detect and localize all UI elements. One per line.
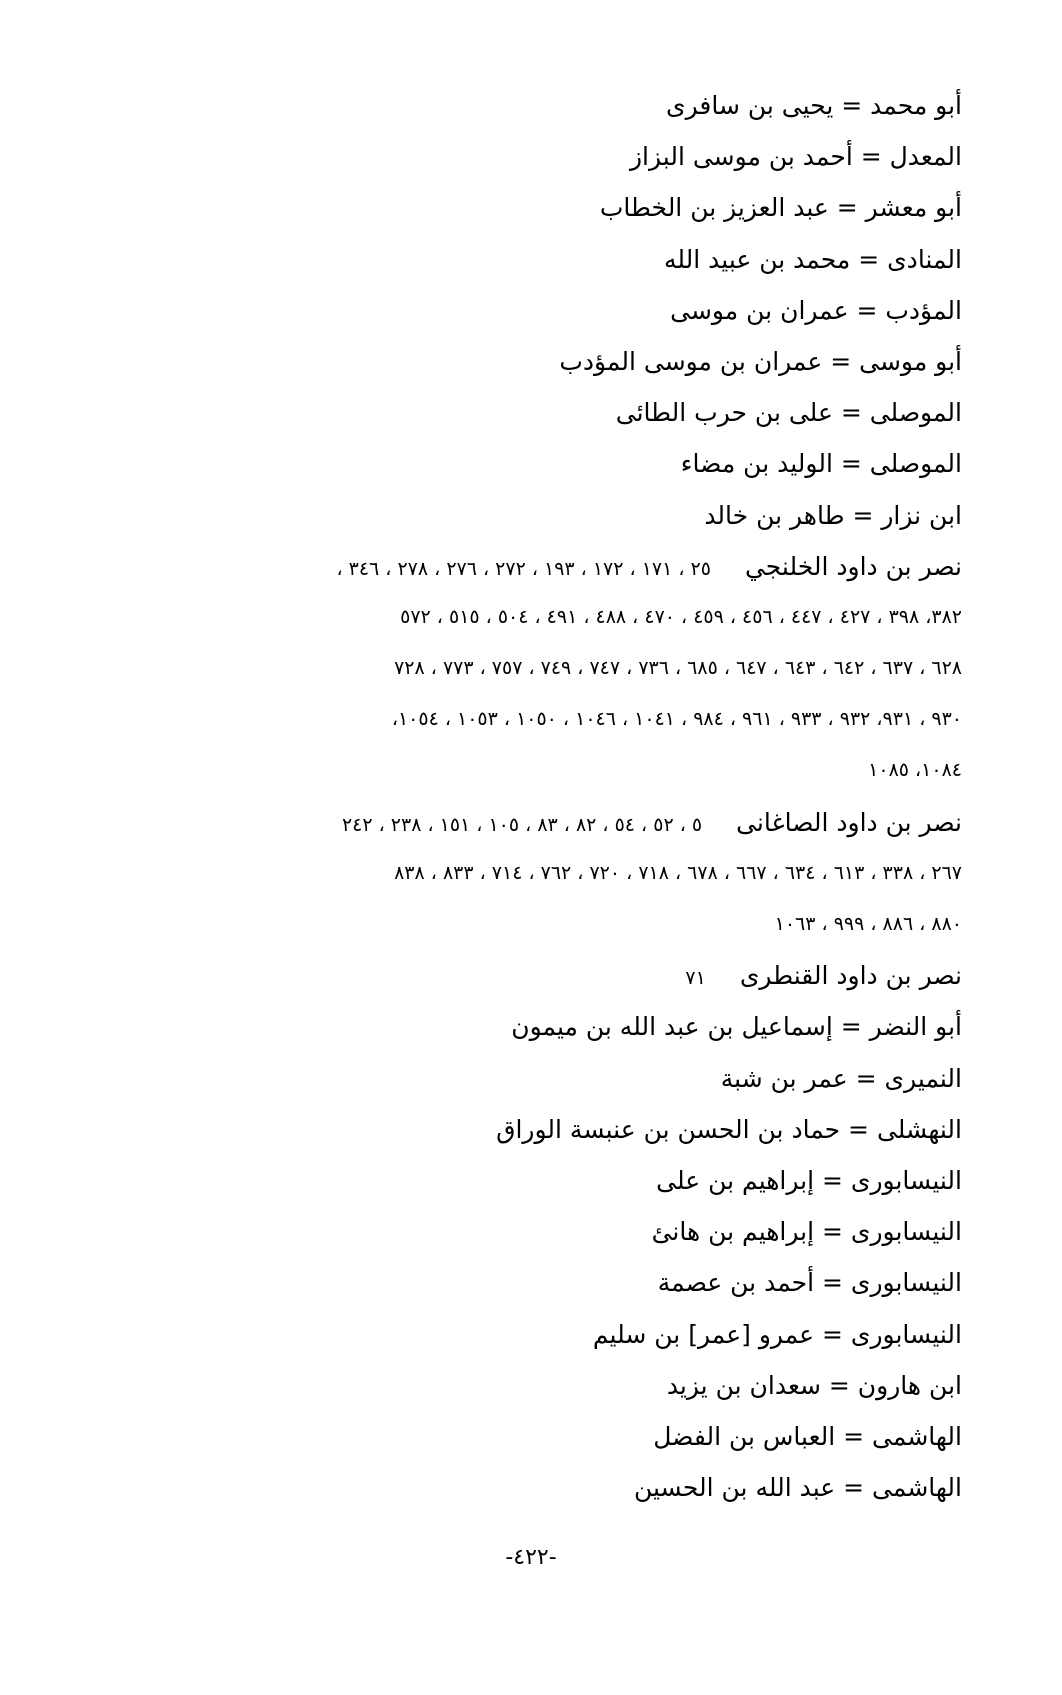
page-references-line: ٣٨٢، ٣٩٨ ، ٤٢٧ ، ٤٤٧ ، ٤٥٦ ، ٤٥٩ ، ٤٧٠ ، ٤٨٨ ، ٤٩١ ، ٥٠٤ ، ٥١٥ ، ٥٧٢: [400, 605, 962, 628]
page-references: ٢٥ ، ١٧١ ، ١٧٢ ، ١٩٣ ، ٢٧٢ ، ٢٧٦ ، ٢٧٨ ، ٣٤٦ ،: [336, 557, 711, 580]
entry-name: نصر بن داود الخلنجي: [744, 551, 962, 581]
entry-name: نصر بن داود الصاغانى: [736, 807, 962, 837]
nasr-saghani-entry: [80, 797, 962, 848]
index-entry: الهاشمى = العباس بن الفضل: [653, 1421, 962, 1451]
page-references-line: ٦٢٨ ، ٦٣٧ ، ٦٤٢ ، ٦٤٣ ، ٦٤٧ ، ٦٨٥ ، ٧٣٦ ، ٧٤٧ ، ٧٤٩ ، ٧٥٧ ، ٧٧٣ ، ٧٢٨: [394, 657, 962, 680]
index-entry: ابن نزار = طاهر بن خالد: [704, 500, 962, 530]
page-references-line: ١٠٨٤، ١٠٨٥: [868, 759, 962, 782]
index-entry: النميرى = عمر بن شبة: [720, 1063, 962, 1093]
index-entry: أبو النضر = إسماعيل بن عبد الله بن ميمون: [511, 1012, 962, 1042]
page-references-line: ٩٣٠ ، ٩٣١، ٩٣٢ ، ٩٣٣ ، ٩٦١ ، ٩٨٤ ، ١٠٤١ ، ١٠٤٦ ، ١٠٥٠ ، ١٠٥٣ ، ١٠٥٤،: [391, 708, 962, 731]
page-references: ٧١: [685, 967, 706, 990]
index-entry: المؤدب = عمران بن موسى: [670, 295, 962, 325]
page-number: -٤٢٢-: [505, 1545, 557, 1570]
page-references-line: ٨٨٠ ، ٨٨٦ ، ٩٩٩ ، ١٠٦٣: [774, 913, 962, 935]
index-entries: [80, 80, 962, 1513]
index-entry: النيسابورى = أحمد بن عصمة: [657, 1268, 962, 1298]
index-entry: الهاشمى = عبد الله بن الحسين: [633, 1473, 962, 1503]
index-entry: أبو موسى = عمران بن موسى المؤدب: [559, 346, 962, 376]
index-entry: الموصلى = على بن حرب الطائى: [615, 398, 962, 428]
index-entry: النيسابورى = إبراهيم بن هانئ: [651, 1217, 962, 1247]
index-entry: أبو محمد = يحيى بن سافرى: [666, 91, 962, 120]
index-entry: المنادى = محمد بن عبيد الله: [663, 244, 962, 274]
index-entry: ابن هارون = سعدان بن يزيد: [666, 1370, 962, 1400]
nasr-khalanji-entry: [80, 541, 962, 592]
nasr-qantari-entry: [80, 950, 962, 1001]
index-entry: الموصلى = الوليد بن مضاء: [680, 449, 962, 479]
page-references-line: ٢٦٧ ، ٣٣٨ ، ٦١٣ ، ٦٣٤ ، ٦٦٧ ، ٦٧٨ ، ٧١٨ ، ٧٢٠ ، ٧٦٢ ، ٧١٤ ، ٨٣٣ ، ٨٣٨: [394, 861, 962, 884]
index-entry: أبو معشر = عبد العزيز بن الخطاب: [599, 193, 962, 223]
entry-name: نصر بن داود القنطرى: [739, 961, 962, 991]
index-entry: النهشلى = حماد بن الحسن بن عنبسة الوراق: [496, 1114, 962, 1144]
index-entry: النيسابورى = إبراهيم بن على: [656, 1165, 962, 1195]
index-entry: المعدل = أحمد بن موسى البزاز: [629, 142, 962, 172]
page-references: ٥ ، ٥٢ ، ٥٤ ، ٨٢ ، ٨٣ ، ١٠٥ ، ١٥١ ، ٢٣٨ ، ٢٤٢: [341, 813, 703, 836]
index-entry: النيسابورى = عمرو [عمر] بن سليم: [592, 1319, 962, 1349]
